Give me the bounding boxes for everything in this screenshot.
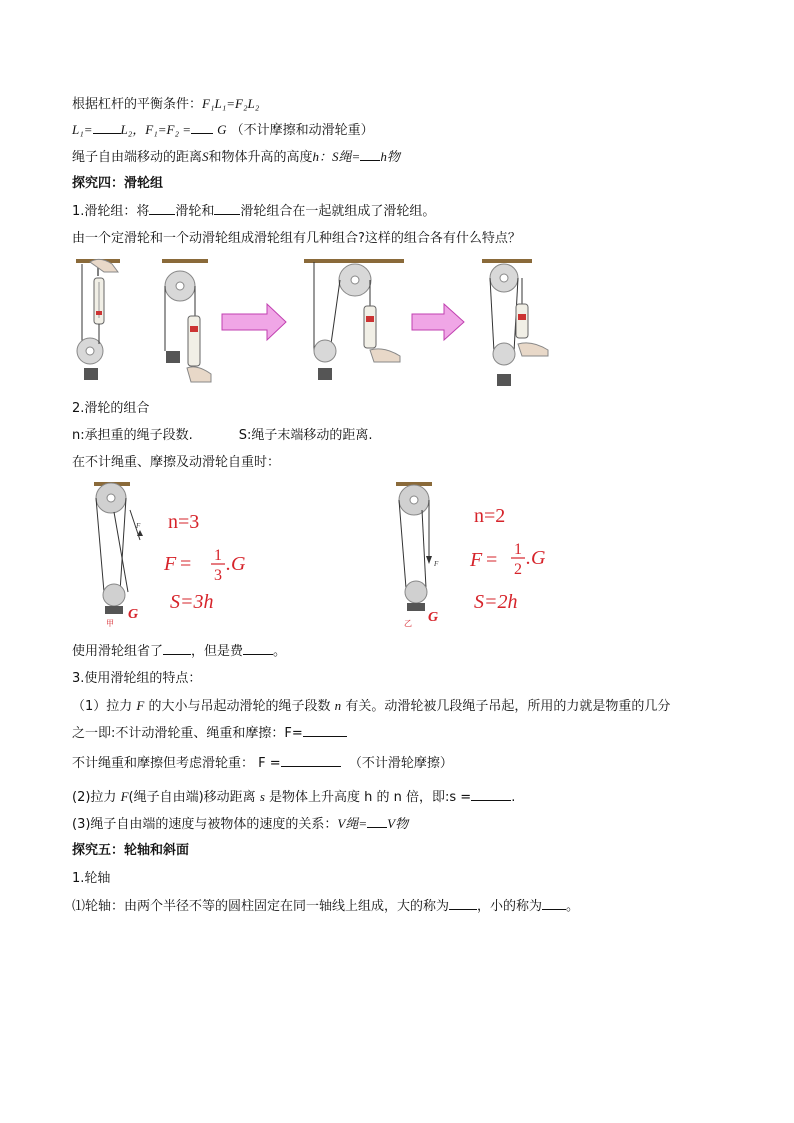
p1c: 的大小与吊起动滑轮的绳子段数 [148,699,331,714]
n-value-left: n=3 [168,511,200,533]
p1d: n [334,698,342,713]
feature-3-line [72,815,408,834]
def-a: 1.滑轮组：将 [72,204,150,219]
blank-force [191,121,213,134]
pulley-combinations-illustration [72,256,572,396]
feature-1-line-3 [72,754,453,773]
s-value-left: S=3h [170,591,214,613]
blank-save [163,642,191,655]
definitions-line [72,427,373,445]
frac-den-left: 3 [214,567,222,584]
p2f: s = [449,790,472,805]
def-c: 滑轮组合在一起就组成了滑轮组。 [240,204,436,219]
p3b: V绳= [337,816,368,831]
features-heading: 3.使用滑轮组的特点： [72,671,202,686]
g-label-left: G [128,607,139,622]
sub-label-right: 乙 [404,619,412,628]
fixed-pulley-figure [76,259,120,380]
wheel-axle-heading: 1.轮轴 [72,871,111,886]
lever-balance-line [72,95,259,114]
rope-text-c: 和物体升高的高度 [208,150,313,165]
p1a: （1）拉力 [72,699,133,714]
p2d: s [259,789,265,804]
blank-force-1 [303,724,347,737]
wheel-axle-def [72,897,579,916]
f-lhs-left: F [164,553,177,575]
p2c: (绳子自由端)移动距离 [128,790,256,805]
p2b: F [120,789,129,804]
s-symbol: S [202,149,209,164]
rope-distance-line [72,148,400,167]
force-eq: ，F₁=F₂ = [132,122,191,137]
no-friction-note: （不计摩擦和动滑轮重） [230,123,374,138]
g-label: G [217,122,227,137]
def-s: S:绳子末端移动的距离. [238,428,373,443]
def-n: n:承担重的绳子段数. [72,428,193,443]
f-lhs-right: F [470,549,483,571]
arrow-right-2 [412,304,464,340]
blank-s-rope [360,148,380,161]
pulley-diagram-n3 [84,480,274,630]
frac-num-right: 1 [514,541,522,558]
n-value-right: n=2 [474,505,506,527]
l2-label: L₂ [120,122,133,137]
blank-cost [243,642,273,655]
use-a: 使用滑轮组省了 [72,644,164,659]
blank-wheel [449,897,477,910]
h-obj: h物 [380,149,400,164]
blank-distance [471,788,511,801]
lever-arm-line [72,121,374,140]
blank-pulley-2 [214,202,240,215]
wa-c: 。 [566,899,580,914]
lever-text: 根据杠杆的平衡条件： [72,97,203,112]
frac-num-left: 1 [214,547,222,564]
l1-label: L₁= [72,122,93,137]
p1g: 不计绳重和摩擦但考虑滑轮重： F = [72,756,281,771]
use-b: ，但是费 [191,644,244,659]
blank-pulley-1 [149,202,175,215]
p1f: 之一即:不计动滑轮重、绳重和摩擦：F= [72,726,303,741]
wa-b: ，小的称为 [477,899,543,914]
pulley-diagram-n2 [388,480,578,630]
arrow-right-1 [222,304,286,340]
sub-label-left: 甲 [106,619,114,628]
section-5-heading: 探究五：轮轴和斜面 [72,843,190,858]
svg-text:=: = [180,553,192,575]
def-b: 滑轮和 [175,204,215,219]
p1e: 有关。动滑轮被几段绳子吊起，所用的力就是物重的几分 [345,699,671,714]
lever-formula: F₁L₁=F₂L₂ [202,96,260,111]
block-pulley-figure-1 [304,259,404,380]
p2e: 是物体上升高度 h 的 n 倍，即: [269,790,450,805]
feature-2-line: (2)拉力 F(绳子自由端)移动距离 s 是物体上升高度 h 的 n 倍，即:s = . [72,789,516,805]
g-rhs-left: .G [226,553,246,575]
h-symbol: h [312,149,320,164]
combination-heading: 2.滑轮的组合 [72,401,150,416]
condition-line: 在不计绳重、摩擦及动滑轮自重时： [72,455,281,470]
blank-axle [542,897,566,910]
wa-a: ⑴轮轴：由两个半径不等的圆柱固定在同一轴线上组成，大的称为 [72,899,450,914]
feature-1-line-2 [72,724,347,743]
movable-pulley-figure [162,259,211,382]
pulley-block-def [72,202,435,221]
s-value-right: S=2h [474,591,518,613]
blank-speed [367,815,387,828]
p1h: （不计滑轮摩擦） [348,756,453,771]
combination-question: 由一个定滑轮和一个动滑轮组成滑轮组有几种组合?这样的组合各有什么特点？ [72,231,521,246]
f-arrow-label-right: F [434,560,439,568]
use-summary-line [72,642,286,661]
feature-1-line-1 [72,697,670,716]
svg-text:=: = [486,549,498,571]
p3c: V物 [387,816,409,831]
use-c: 。 [273,644,287,659]
p1b: F [136,698,145,713]
p3a: (3)绳子自由端的速度与被物体的速度的关系： [72,817,338,832]
blank-force-2 [281,754,341,767]
blank-l1 [93,121,121,134]
rope-text-a: 绳子自由端移动的距离 [72,150,203,165]
g-rhs-right: .G [526,547,546,569]
s-rope-eq: ：S绳= [319,149,361,164]
f-arrow-label-left: F [136,522,141,530]
g-label-right: G [428,610,439,625]
section-4-heading: 探究四：滑轮组 [72,176,164,191]
p2a: (2)拉力 [72,790,117,805]
block-pulley-figure-2 [482,259,548,386]
frac-den-right: 2 [514,561,522,578]
